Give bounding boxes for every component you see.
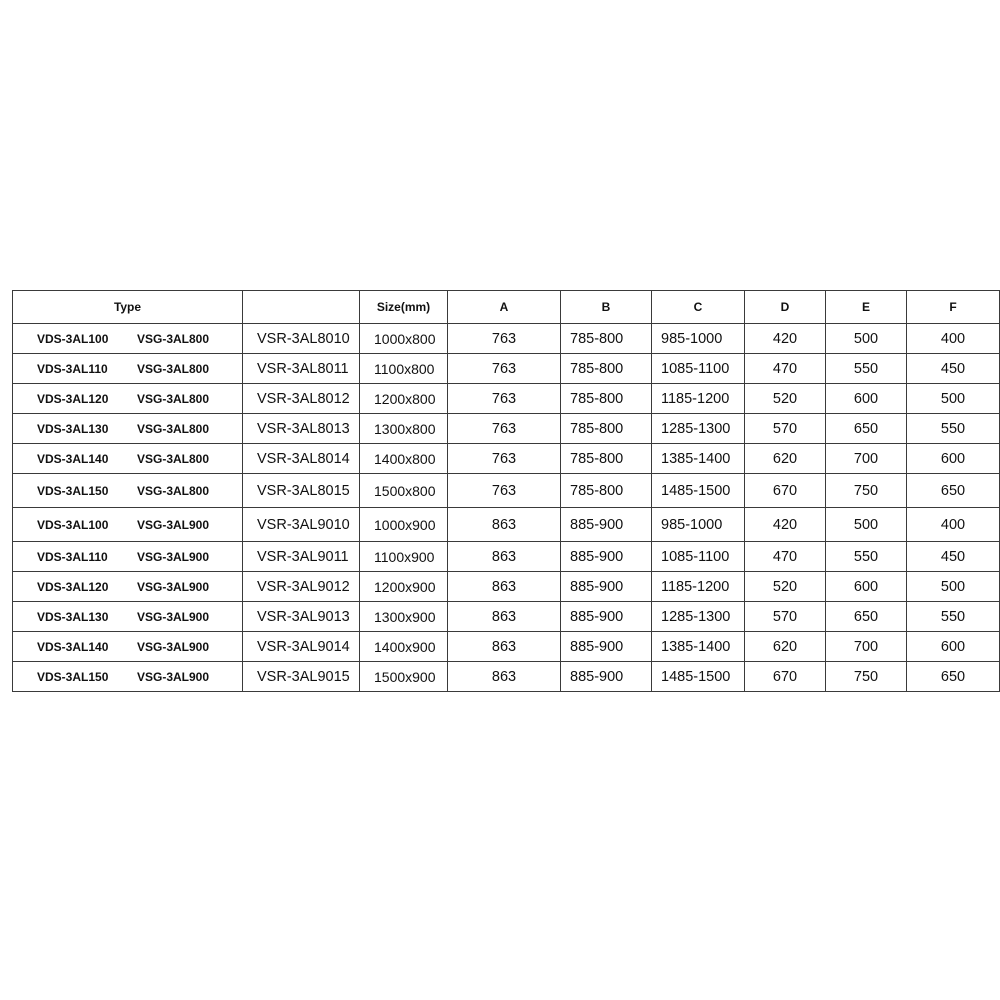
header-type: Type [13, 291, 243, 324]
cell-type [13, 662, 243, 692]
table-row [13, 542, 1000, 572]
cell-e: 500 [826, 324, 907, 354]
cell-a: 863 [448, 542, 561, 572]
cell-b: 785-800 [561, 354, 652, 384]
cell-vsg-model: VSG-3AL800 [137, 421, 210, 436]
cell-a: 763 [448, 354, 561, 384]
cell-vds-model: VDS-3AL110 [37, 361, 108, 376]
cell-vsr-model: VSR-3AL8012 [243, 384, 360, 414]
cell-f: 550 [907, 414, 1000, 444]
cell-vsr-model: VSR-3AL9014 [243, 632, 360, 662]
cell-vsr-model: VSR-3AL9012 [243, 572, 360, 602]
cell-size: 1500x900 [360, 662, 448, 692]
cell-vds-model: VDS-3AL140 [37, 451, 109, 466]
cell-f: 450 [907, 542, 1000, 572]
table-body [13, 324, 1000, 692]
cell-type [13, 632, 243, 662]
cell-e: 750 [826, 662, 907, 692]
cell-type [13, 474, 243, 508]
cell-vsg-model: VSG-3AL800 [137, 391, 210, 406]
table-row [13, 414, 1000, 444]
header-f: F [907, 291, 1000, 324]
cell-b: 885-900 [561, 542, 652, 572]
cell-e: 550 [826, 354, 907, 384]
header-size: Size(mm) [360, 291, 448, 324]
cell-type [13, 542, 243, 572]
cell-d: 670 [745, 474, 826, 508]
cell-c: 985-1000 [652, 324, 745, 354]
spec-table [12, 290, 1000, 692]
cell-c: 1485-1500 [652, 474, 745, 508]
cell-f: 400 [907, 508, 1000, 542]
cell-vsg-model: VSG-3AL900 [137, 609, 210, 624]
cell-d: 620 [745, 444, 826, 474]
cell-type [13, 508, 243, 542]
cell-vds-model: VDS-3AL130 [37, 421, 109, 436]
cell-vsr-model: VSR-3AL9015 [243, 662, 360, 692]
cell-c: 1185-1200 [652, 384, 745, 414]
cell-size: 1100x800 [360, 354, 448, 384]
cell-f: 450 [907, 354, 1000, 384]
cell-b: 785-800 [561, 384, 652, 414]
cell-vds-model: VDS-3AL100 [37, 517, 109, 532]
cell-e: 650 [826, 602, 907, 632]
table-row [13, 474, 1000, 508]
cell-c: 1085-1100 [652, 542, 745, 572]
cell-b: 885-900 [561, 508, 652, 542]
cell-vsr-model: VSR-3AL8010 [243, 324, 360, 354]
cell-d: 570 [745, 414, 826, 444]
cell-type [13, 384, 243, 414]
cell-d: 670 [745, 662, 826, 692]
cell-vsr-model: VSR-3AL8014 [243, 444, 360, 474]
cell-a: 763 [448, 324, 561, 354]
cell-b: 785-800 [561, 474, 652, 508]
cell-size: 1200x800 [360, 384, 448, 414]
cell-size: 1000x800 [360, 324, 448, 354]
cell-d: 520 [745, 572, 826, 602]
cell-vsg-model: VSG-3AL800 [137, 483, 210, 498]
cell-vsr-model: VSR-3AL9011 [243, 542, 360, 572]
table-row [13, 602, 1000, 632]
cell-f: 600 [907, 444, 1000, 474]
cell-vsr-model: VSR-3AL8013 [243, 414, 360, 444]
cell-a: 763 [448, 384, 561, 414]
cell-type [13, 602, 243, 632]
cell-vsg-model: VSG-3AL800 [137, 451, 210, 466]
cell-size: 1000x900 [360, 508, 448, 542]
cell-vsg-model: VSG-3AL900 [137, 579, 210, 594]
cell-a: 863 [448, 572, 561, 602]
cell-vds-model: VDS-3AL100 [37, 331, 109, 346]
cell-f: 500 [907, 384, 1000, 414]
table-row [13, 444, 1000, 474]
cell-e: 600 [826, 572, 907, 602]
cell-b: 785-800 [561, 414, 652, 444]
table-row [13, 384, 1000, 414]
cell-e: 650 [826, 414, 907, 444]
cell-b: 885-900 [561, 632, 652, 662]
cell-size: 1400x800 [360, 444, 448, 474]
cell-e: 600 [826, 384, 907, 414]
cell-f: 600 [907, 632, 1000, 662]
cell-f: 650 [907, 662, 1000, 692]
cell-size: 1100x900 [360, 542, 448, 572]
cell-d: 420 [745, 508, 826, 542]
cell-d: 470 [745, 542, 826, 572]
cell-vds-model: VDS-3AL110 [37, 549, 108, 564]
cell-type [13, 354, 243, 384]
cell-vds-model: VDS-3AL150 [37, 483, 109, 498]
cell-f: 650 [907, 474, 1000, 508]
cell-size: 1300x900 [360, 602, 448, 632]
cell-c: 1385-1400 [652, 444, 745, 474]
header-blank [243, 291, 360, 324]
cell-b: 885-900 [561, 602, 652, 632]
cell-d: 470 [745, 354, 826, 384]
cell-f: 500 [907, 572, 1000, 602]
table-row [13, 324, 1000, 354]
cell-vds-model: VDS-3AL140 [37, 639, 109, 654]
cell-b: 785-800 [561, 444, 652, 474]
cell-d: 570 [745, 602, 826, 632]
cell-e: 500 [826, 508, 907, 542]
header-e: E [826, 291, 907, 324]
cell-vds-model: VDS-3AL130 [37, 609, 109, 624]
cell-vds-model: VDS-3AL120 [37, 579, 109, 594]
header-a: A [448, 291, 561, 324]
cell-vsr-model: VSR-3AL8011 [243, 354, 360, 384]
cell-vsr-model: VSR-3AL9013 [243, 602, 360, 632]
cell-vsg-model: VSG-3AL800 [137, 361, 210, 376]
cell-c: 1185-1200 [652, 572, 745, 602]
cell-a: 863 [448, 602, 561, 632]
cell-d: 520 [745, 384, 826, 414]
cell-type [13, 572, 243, 602]
cell-c: 985-1000 [652, 508, 745, 542]
cell-type [13, 444, 243, 474]
cell-a: 763 [448, 474, 561, 508]
table-row [13, 508, 1000, 542]
cell-d: 620 [745, 632, 826, 662]
cell-vsg-model: VSG-3AL900 [137, 639, 210, 654]
cell-b: 785-800 [561, 324, 652, 354]
cell-type [13, 324, 243, 354]
cell-vds-model: VDS-3AL120 [37, 391, 109, 406]
cell-vsr-model: VSR-3AL9010 [243, 508, 360, 542]
table-row [13, 662, 1000, 692]
cell-e: 700 [826, 632, 907, 662]
cell-f: 400 [907, 324, 1000, 354]
cell-e: 750 [826, 474, 907, 508]
cell-vsg-model: VSG-3AL900 [137, 669, 210, 684]
cell-e: 550 [826, 542, 907, 572]
header-d: D [745, 291, 826, 324]
cell-c: 1085-1100 [652, 354, 745, 384]
cell-size: 1300x800 [360, 414, 448, 444]
cell-b: 885-900 [561, 572, 652, 602]
header-row [13, 291, 1000, 324]
cell-size: 1400x900 [360, 632, 448, 662]
header-b: B [561, 291, 652, 324]
table-row [13, 572, 1000, 602]
cell-c: 1285-1300 [652, 602, 745, 632]
cell-size: 1500x800 [360, 474, 448, 508]
table-row [13, 354, 1000, 384]
cell-a: 763 [448, 414, 561, 444]
table-row [13, 632, 1000, 662]
cell-size: 1200x900 [360, 572, 448, 602]
cell-vsr-model: VSR-3AL8015 [243, 474, 360, 508]
cell-c: 1285-1300 [652, 414, 745, 444]
cell-vsg-model: VSG-3AL900 [137, 517, 210, 532]
cell-vsg-model: VSG-3AL900 [137, 549, 210, 564]
cell-a: 763 [448, 444, 561, 474]
cell-a: 863 [448, 632, 561, 662]
cell-c: 1485-1500 [652, 662, 745, 692]
cell-type [13, 414, 243, 444]
cell-b: 885-900 [561, 662, 652, 692]
cell-a: 863 [448, 662, 561, 692]
cell-vds-model: VDS-3AL150 [37, 669, 109, 684]
cell-e: 700 [826, 444, 907, 474]
header-c: C [652, 291, 745, 324]
cell-vsg-model: VSG-3AL800 [137, 331, 210, 346]
cell-c: 1385-1400 [652, 632, 745, 662]
cell-d: 420 [745, 324, 826, 354]
cell-f: 550 [907, 602, 1000, 632]
cell-a: 863 [448, 508, 561, 542]
